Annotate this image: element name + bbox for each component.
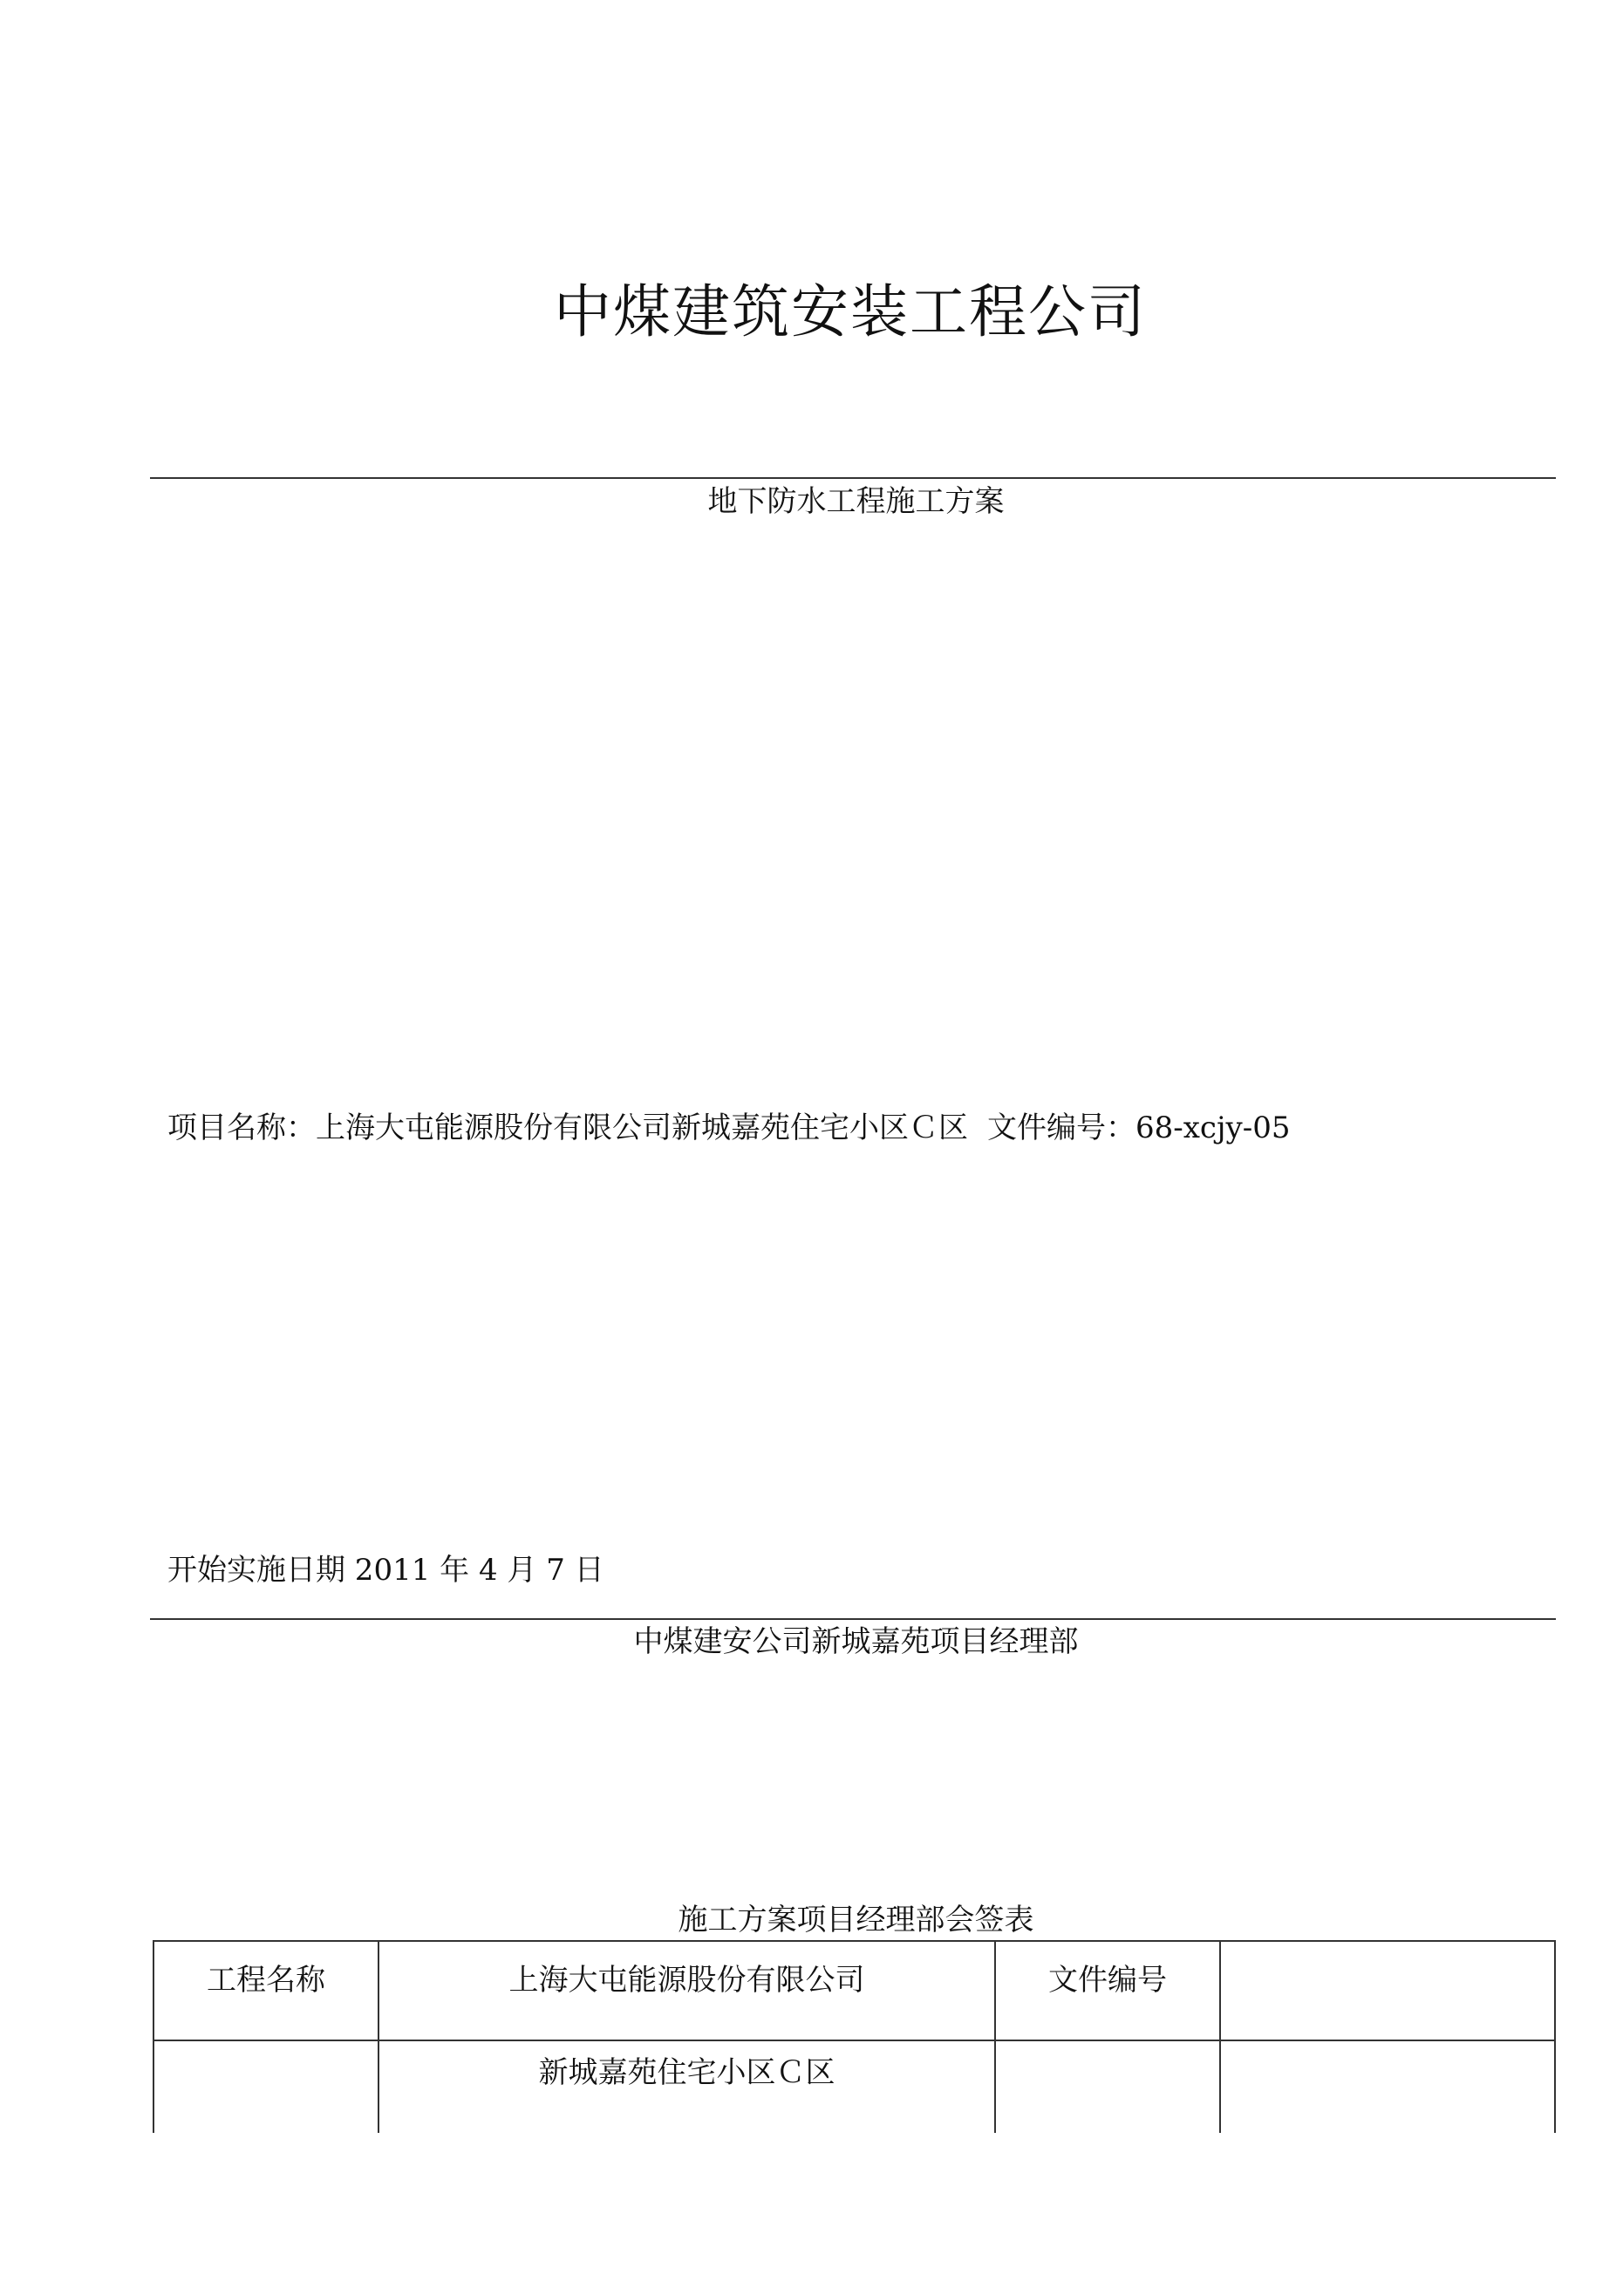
project-name-cell-continued: 新城嘉苑住宅小区Ｃ区 <box>378 2040 995 2133</box>
top-divider <box>150 477 1556 479</box>
project-name-cell: 上海大屯能源股份有限公司 <box>378 1941 995 2040</box>
table-cell <box>995 2040 1220 2133</box>
table-cell <box>1220 2040 1555 2133</box>
project-name-header: 工程名称 <box>153 1941 378 2040</box>
table-row <box>153 2040 1555 2133</box>
table-row <box>153 1941 1555 2040</box>
company-title: 中煤建筑安装工程公司 <box>554 278 1147 345</box>
document-title: 地下防水工程施工方案 <box>707 484 1005 519</box>
table-caption: 施工方案项目经理部会签表 <box>678 1903 1034 1937</box>
start-date: 开始实施日期 2011 年 4 月 7 日 <box>167 1553 604 1588</box>
sign-off-table <box>153 1940 1556 2133</box>
project-name-label: 项目名称： <box>167 1110 316 1145</box>
department-name: 中煤建安公司新城嘉苑项目经理部 <box>633 1624 1079 1659</box>
project-name: 上海大屯能源股份有限公司新城嘉苑住宅小区Ｃ区 <box>316 1110 968 1145</box>
table-cell <box>153 2040 378 2133</box>
file-number-label: 文件编号： <box>987 1110 1135 1145</box>
file-number-header: 文件编号 <box>995 1941 1220 2040</box>
file-number: 68-xcjy-05 <box>1135 1110 1291 1145</box>
file-number-cell <box>1220 1941 1555 2040</box>
middle-divider <box>150 1618 1556 1620</box>
project-info-line <box>167 1109 1290 1147</box>
